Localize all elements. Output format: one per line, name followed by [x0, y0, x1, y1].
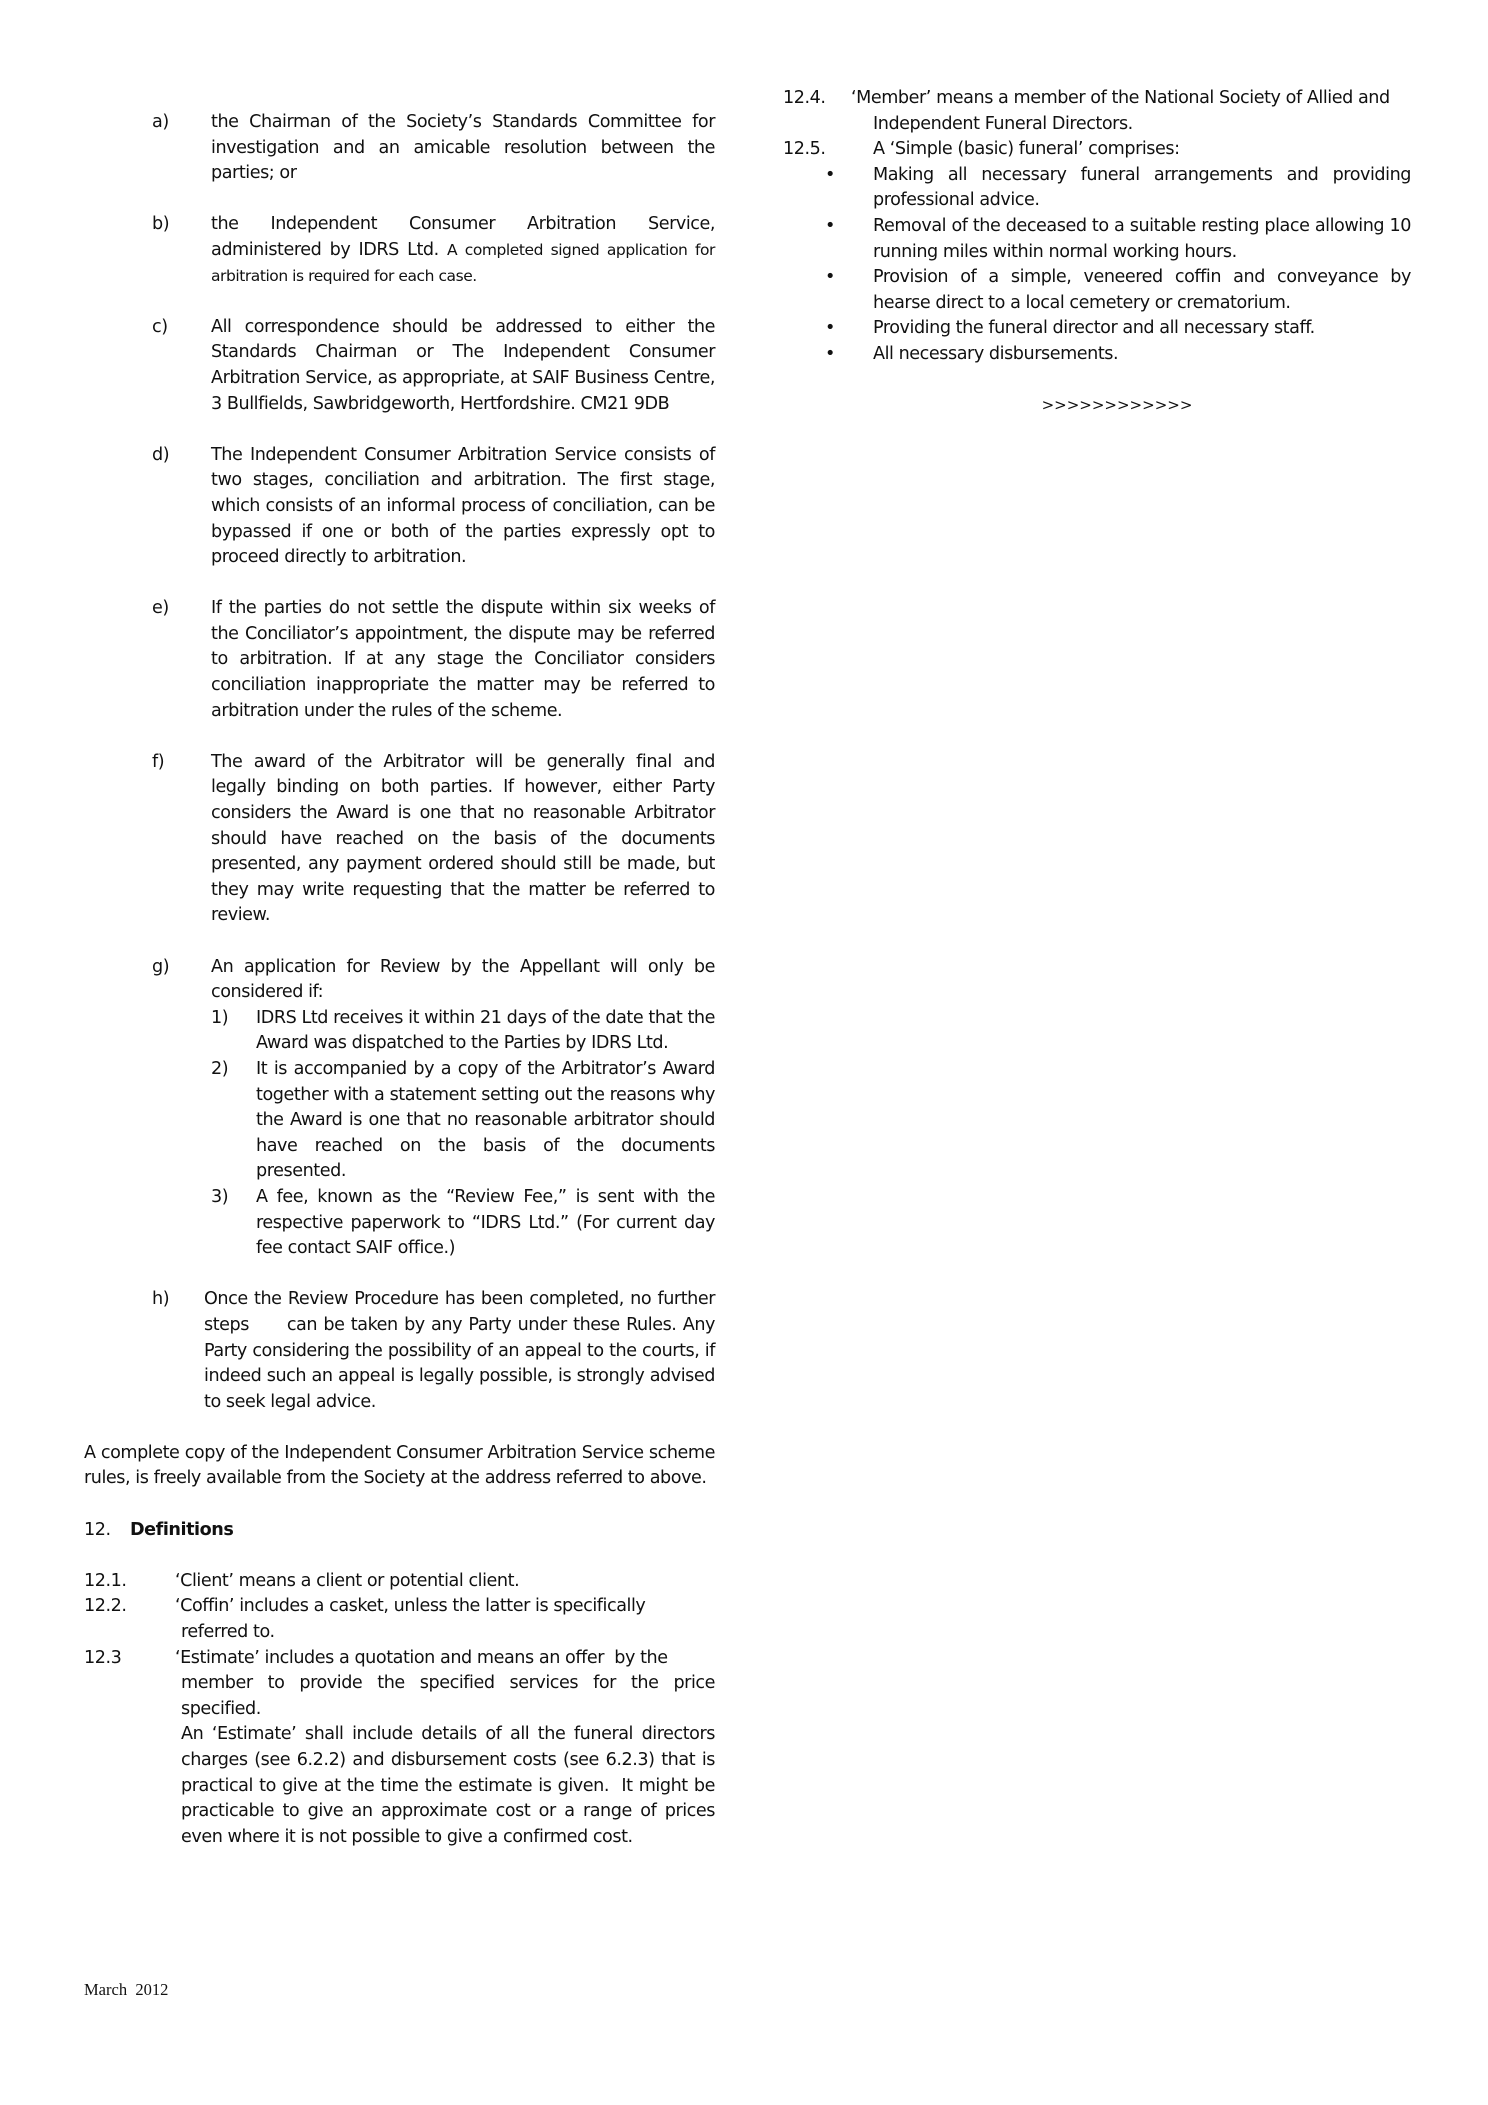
definition-12-1 — [84, 1569, 715, 1595]
list-item-g — [84, 955, 715, 1262]
sub-item-3 — [211, 1185, 715, 1262]
item-label: a) — [152, 112, 169, 132]
definition-12-3 — [84, 1646, 721, 1851]
definition-text: ‘Client’ means a client or potential client. — [175, 1570, 520, 1591]
bullet-item — [783, 163, 1411, 214]
bullet-icon: • — [825, 343, 835, 364]
footer-date: March 2012 — [84, 1980, 169, 1999]
definition-text: ‘Estimate’ includes a quotation and means an offer by the — [175, 1647, 668, 1668]
item-label: d) — [152, 444, 170, 465]
item-label: e) — [152, 598, 169, 619]
definition-label: 12.4. — [783, 88, 826, 108]
sub-item-text: A fee, known as the “Review Fee,” is sent with the respective paperwork to “IDRS Ltd.” (For current day fee contact SAIF office.) — [256, 1186, 715, 1259]
definition-extra: An ‘Estimate’ shall include details of all the funeral directors charges (see 6.2.2) and disbursement costs (see 6.2.3) that is practical to give at the time the estimate is given. It might be practicable to give an approximate cost or a range of prices even where it is not possible to give a confirmed cost. — [181, 1724, 721, 1847]
list-item-d — [84, 443, 715, 571]
definition-12-5 — [783, 137, 1411, 163]
list-item-a — [84, 110, 715, 187]
definition-text: ‘Member’ means a member of the National Society of Allied and — [851, 88, 1390, 108]
item-label: b) — [152, 214, 170, 235]
definition-text: A ‘Simple (basic) funeral’ comprises: — [873, 139, 1180, 160]
item-text-small: A completed signed application for arbitration is required for each case. — [211, 240, 715, 285]
item-text: Once the Review Procedure has been completed, no further steps can be taken by any Party under these Rules. Any Party considering the possibility of an appeal to the courts, if indeed such an appeal is legally possible, is strongly advised to seek legal advice. — [204, 1289, 721, 1412]
definition-12-2 — [84, 1594, 715, 1645]
definition-label: 12.3 — [84, 1647, 122, 1668]
section-number: 12. — [84, 1519, 111, 1540]
sub-item-text: It is accompanied by a copy of the Arbitrator’s Award together with a statement setting out the reasons why the Award is one that no reasonable arbitrator should have reached on the basis of the documents presented. — [256, 1058, 715, 1182]
bullet-item — [783, 316, 1411, 342]
list-item-h — [84, 1287, 721, 1415]
sub-item-label: 1) — [211, 1007, 229, 1028]
list-item-b — [84, 212, 715, 289]
right-column — [783, 86, 1411, 419]
bullet-item — [783, 342, 1411, 368]
item-label: f) — [152, 751, 165, 772]
item-text: The award of the Arbitrator will be generally final and legally binding on both parties. If however, either Party considers the Award is one that no reasonable Arbitrator should have reached on the basis of the documents presented, any payment ordered should still be made, but they may write requesting that the matter be referred to review. — [211, 751, 715, 926]
definition-continuation: member to provide the specified services for the price specified. — [181, 1673, 715, 1719]
item-label: c) — [152, 316, 168, 337]
definition-continuation: referred to. — [181, 1622, 275, 1643]
bullet-text: Provision of a simple, veneered coffin and conveyance by hearse direct to a local cemetery or crematorium. — [873, 267, 1411, 313]
item-text: the Independent Consumer Arbitration Service, administered by IDRS Ltd. — [211, 214, 715, 260]
definition-label: 12.1. — [84, 1570, 127, 1591]
section-title: Definitions — [130, 1519, 234, 1540]
item-text: If the parties do not settle the dispute within six weeks of the Conciliator’s appointment, the dispute may be referred to arbitration. If at any stage the Conciliator considers conciliation inappropriate the matter may be referred to arbitration under the rules of the scheme. — [211, 598, 715, 721]
bullet-item — [783, 214, 1411, 265]
section-heading — [84, 1518, 715, 1544]
list-item-e — [84, 596, 715, 724]
list-item-c — [84, 315, 715, 417]
bullet-icon: • — [825, 164, 835, 185]
sub-item-2 — [211, 1057, 715, 1185]
bullet-text: Providing the funeral director and all necessary staff. — [873, 318, 1315, 339]
definition-label: 12.5. — [783, 139, 826, 160]
bullet-icon: • — [825, 215, 835, 236]
definition-continuation: Independent Funeral Directors. — [873, 113, 1133, 134]
bullet-text: Making all necessary funeral arrangements and providing professional advice. — [873, 164, 1411, 211]
list-item-f — [84, 750, 715, 929]
item-label: g) — [152, 956, 170, 977]
closing-paragraph: A complete copy of the Independent Consumer Arbitration Service scheme rules, is freely available from the Society at the address referred to above. — [84, 1442, 715, 1489]
bullet-item — [783, 265, 1411, 316]
bullet-text: Removal of the deceased to a suitable resting place allowing 10 running miles within normal working hours. — [873, 215, 1411, 262]
item-label: h) — [152, 1289, 170, 1310]
bullet-icon: • — [825, 267, 835, 288]
bullet-icon: • — [825, 318, 835, 339]
definition-12-4 — [783, 86, 1411, 137]
item-text: The Independent Consumer Arbitration Service consists of two stages, conciliation and arbitration. The first stage, which consists of an informal process of conciliation, can be bypassed if one or both of the parties expressly opt to proceed directly to arbitration. — [211, 444, 715, 568]
definition-text: ‘Coffin’ includes a casket, unless the latter is specifically — [175, 1596, 646, 1617]
item-text: An application for Review by the Appellant will only be considered if: — [211, 956, 715, 1003]
sub-item-label: 2) — [211, 1058, 229, 1079]
continue-marker: >>>>>>>>>>>> — [1041, 396, 1193, 415]
bullet-text: All necessary disbursements. — [873, 343, 1119, 364]
left-column — [84, 110, 721, 1850]
item-text: All correspondence should be addressed to either the Standards Chairman or The Independent Consumer Arbitration Service, as appropriate, at SAIF Business Centre, 3 Bullfields, Sawbridgeworth, Hertfordshire. CM21 9DB — [211, 316, 715, 414]
sub-item-label: 3) — [211, 1186, 229, 1207]
sub-item-1 — [211, 1006, 715, 1057]
sub-item-text: IDRS Ltd receives it within 21 days of the date that the Award was dispatched to the Parties by IDRS Ltd. — [256, 1007, 715, 1054]
item-text: the Chairman of the Society’s Standards Committee for investigation and an amicable resolution between the parties; or — [211, 112, 715, 184]
definition-label: 12.2. — [84, 1596, 127, 1617]
